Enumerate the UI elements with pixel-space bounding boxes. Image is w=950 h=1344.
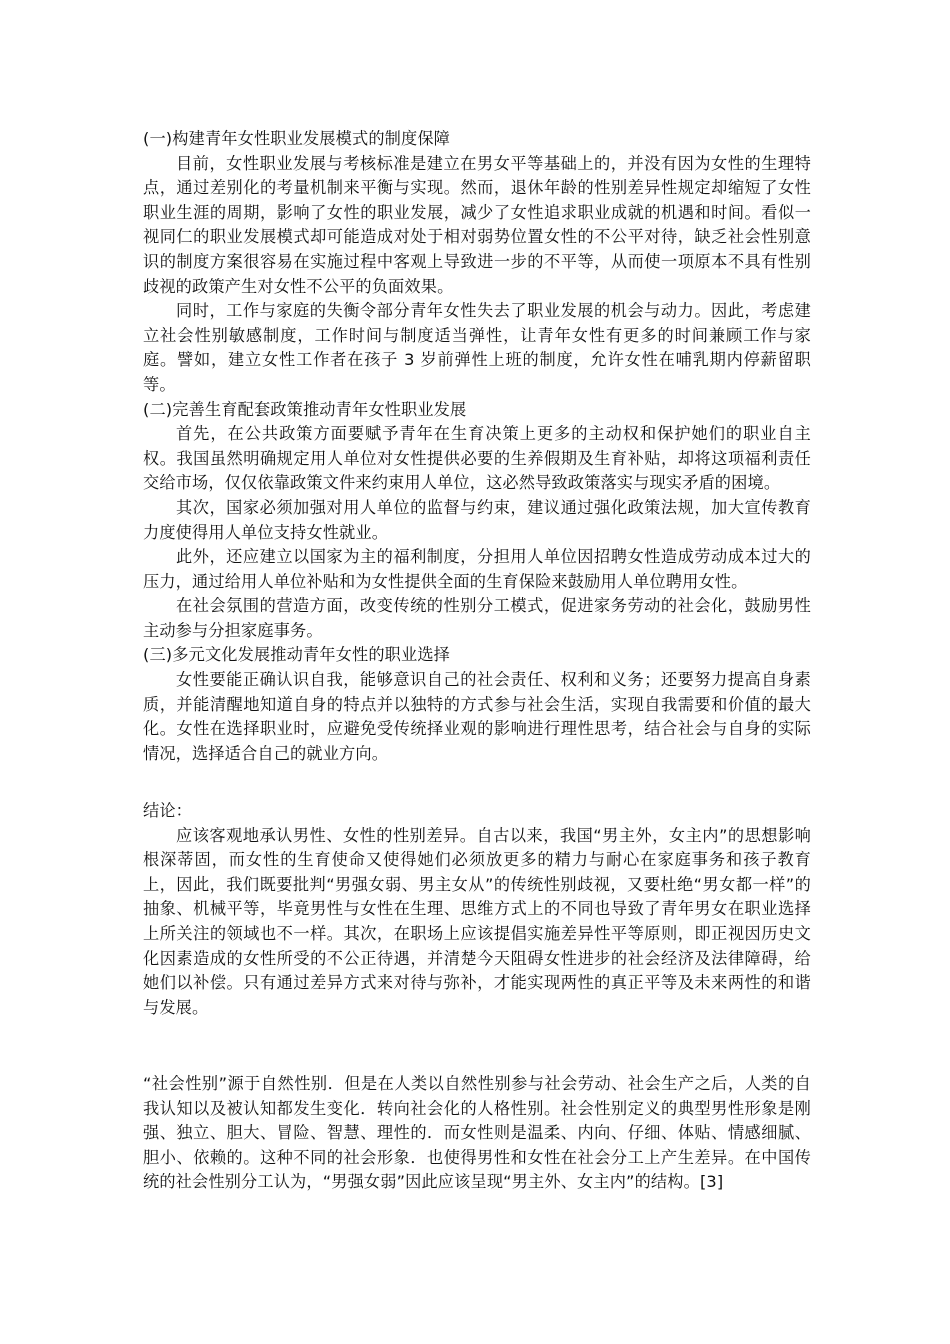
gender-note-paragraph: “社会性别”源于自然性别．但是在人类以自然性别参与社会劳动、社会生产之后，人类的自我认知以及被认知都发生变化．转向社会化的人格性别。社会性别定义的典型男性形象是刚强、独立、胆大、冒险、智慧、理性的．而女性则是温柔、内向、仔细、体贴、情感细腻、胆小、依赖的。这种不同的社会形象．也使得男性和女性在社会分工上产生差异。在中国传统的社会性别分工认为，“男强女弱”因此应该呈现“男主外、女主内”的结构。[3] — [143, 1074, 811, 1192]
paragraph-1-1: 目前，女性职业发展与考核标准是建立在男女平等基础上的，并没有因为女性的生理特点，通过差别化的考量机制来平衡与实现。然而，退休年龄的性别差异性规定却缩短了女性职业生涯的周期，影响了女性的职业发展，减少了女性追求职业成就的机遇和时间。看似一视同仁的职业发展模式却可能造成对处于相对弱势位置女性的不公平对待，缺乏社会性别意识的制度方案很容易在实施过程中客观上导致进一步的不平等，从而使一项原本不具有性别歧视的政策产生对女性不公平的负面效果。 — [143, 153, 811, 296]
paragraph-1-2: 同时，工作与家庭的失衡令部分青年女性失去了职业发展的机会与动力。因此，考虑建立社会性别敏感制度，工作时间与制度适当弹性，让青年女性有更多的时间兼顾工作与家庭。譬如，建立女性工作者在孩子 3 岁前弹性上班的制度，允许女性在哺乳期内停薪留职等。 — [143, 301, 811, 394]
conclusion-section — [143, 799, 811, 1020]
conclusion-label: 结论： — [143, 801, 193, 820]
policy-sections — [143, 127, 811, 766]
paragraph-3-1: 女性要能正确认识自我，能够意识自己的社会责任、权利和义务；还要努力提高自身素质，并能清醒地知道自身的特点并以独特的方式参与社会生活，实现自我需要和价值的最大化。女性在选择职业时，应避免受传统择业观的影响进行理性思考，结合社会与自身的实际情况，选择适合自己的就业方向。 — [143, 670, 811, 763]
paragraph-2-2: 其次，国家必须加强对用人单位的监督与约束，建议通过强化政策法规，加大宣传教育力度使得用人单位支持女性就业。 — [143, 497, 811, 542]
conclusion-paragraph: 应该客观地承认男性、女性的性别差异。自古以来，我国“男主外，女主内”的思想影响根深蒂固，而女性的生育使命又使得她们必须放更多的精力与耐心在家庭事务和孩子教育上，因此，我们既要批判“男强女弱、男主女从”的传统性别歧视，又要杜绝“男女都一样”的抽象、机械平等，毕竟男性与女性在生理、思维方式上的不同也导致了青年男女在职业选择上所关注的领域也不一样。其次，在职场上应该提倡实施差异性平等原则，即正视因历史文化因素造成的女性所受的不公正待遇，并清楚今天阻碍女性进步的社会经济及法律障碍，给她们以补偿。只有通过差异方式来对待与弥补，才能实现两性的真正平等及未来两性的和谐与发展。 — [143, 825, 811, 1017]
section-heading-2: (二)完善生育配套政策推动青年女性职业发展 — [143, 399, 467, 419]
section-heading-3: (三)多元文化发展推动青年女性的职业选择 — [143, 645, 451, 665]
paragraph-2-3: 此外，还应建立以国家为主的福利制度，分担用人单位因招聘女性造成劳动成本过大的压力，通过给用人单位补贴和为女性提供全面的生育保险来鼓励用人单位聘用女性。 — [143, 547, 811, 591]
paragraph-2-4: 在社会氛围的营造方面，改变传统的性别分工模式，促进家务劳动的社会化，鼓励男性主动参与分担家庭事务。 — [143, 596, 811, 640]
paragraph-2-1: 首先，在公共政策方面要赋予青年在生育决策上更多的主动权和保护她们的职业自主权。我国虽然明确规定用人单位对女性提供必要的生养假期及生育补贴，却将这项福利责任交给市场，仅仅依靠政策文件来约束用人单位，这必然导致政策落实与现实矛盾的困境。 — [143, 424, 811, 493]
gender-note-section — [143, 1072, 811, 1195]
section-heading-1: (一)构建青年女性职业发展模式的制度保障 — [143, 129, 451, 148]
